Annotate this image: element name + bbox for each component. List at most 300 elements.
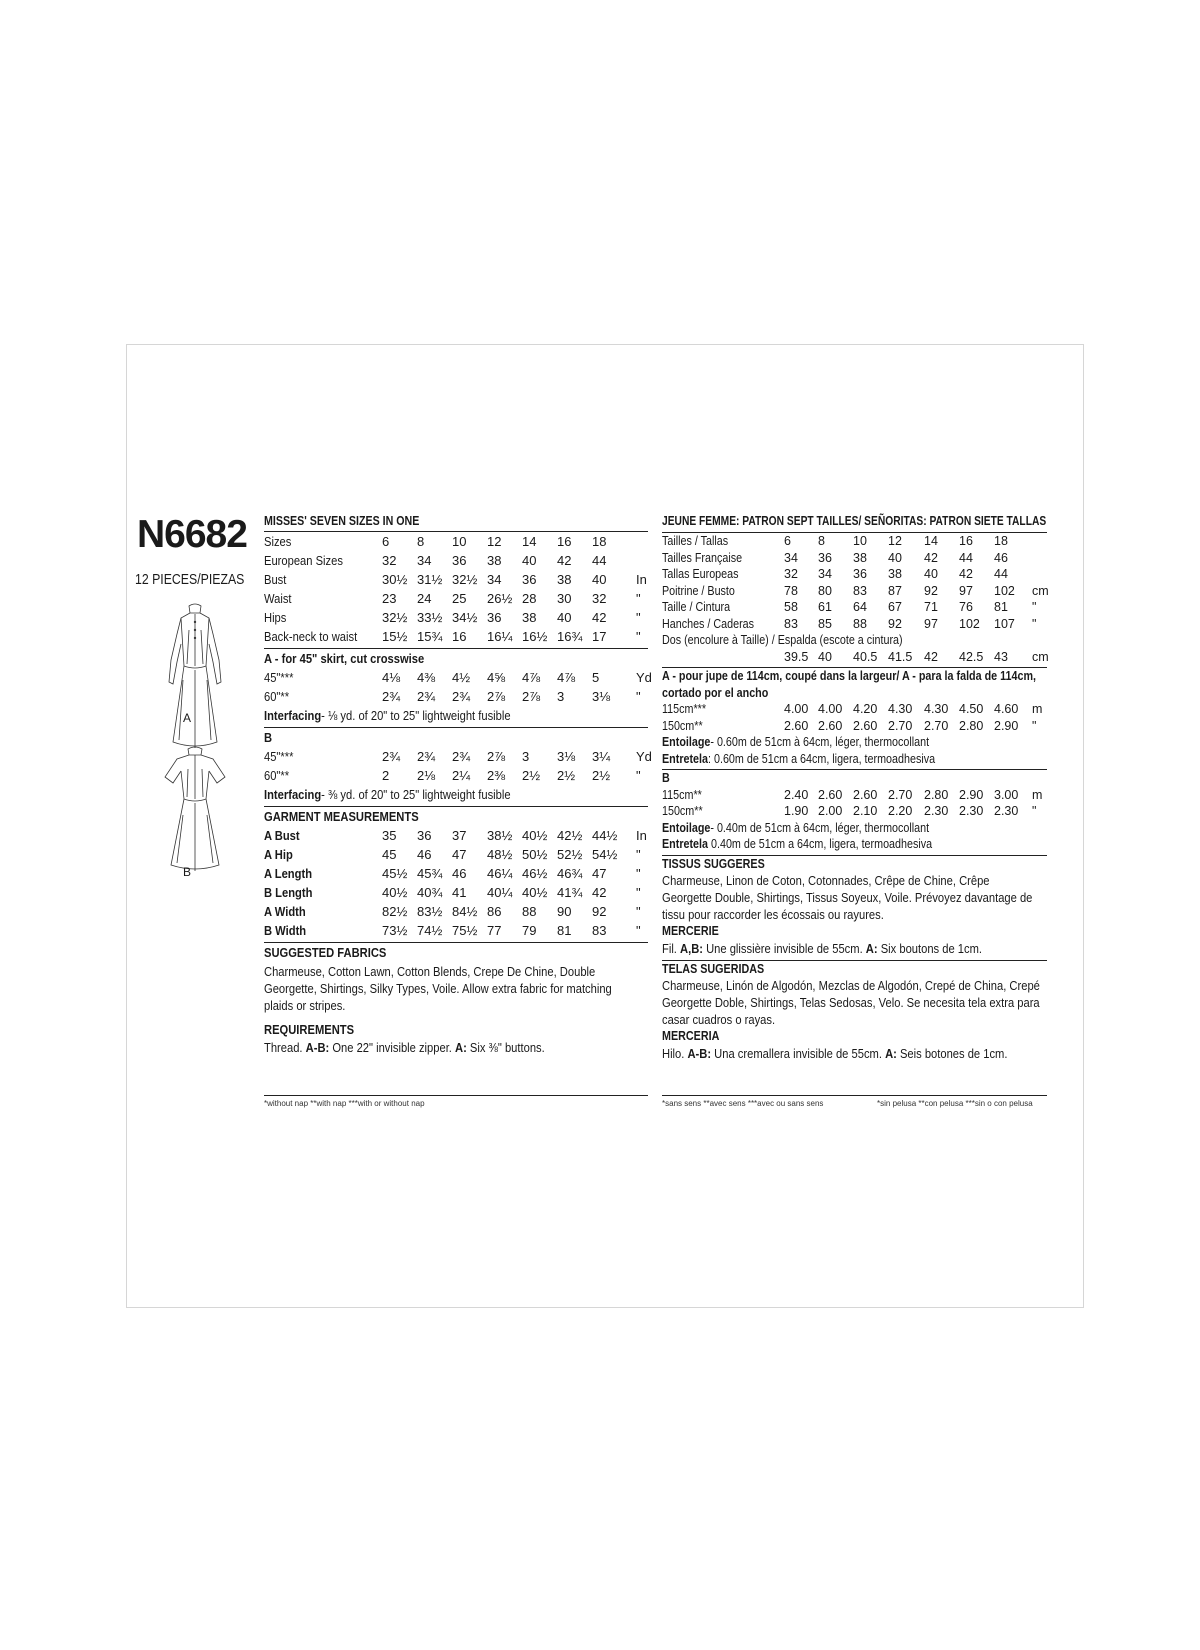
english-footnote: *without nap **with nap ***with or without nap — [264, 1095, 648, 1108]
cell-value: 92 — [888, 616, 902, 631]
cell-value: 73½ — [382, 923, 408, 938]
cell-value: 47 — [452, 847, 467, 862]
cell-value: 30½ — [382, 572, 408, 587]
cell-value: 2½ — [522, 768, 541, 783]
cell-unit: " — [636, 923, 641, 938]
cell-value: 46 — [417, 847, 432, 862]
cell-value: 2¾ — [417, 749, 436, 764]
table-row — [662, 533, 1047, 550]
cell-value: 88 — [853, 616, 867, 631]
cell-value: 36 — [452, 553, 467, 568]
cell-unit: In — [636, 572, 647, 587]
view-b-dress-icon — [157, 743, 233, 883]
table-row — [264, 668, 652, 687]
merceria-heading: MERCERIA — [662, 1029, 720, 1043]
cell-value: 4⅜ — [417, 670, 436, 685]
cell-value: 40.5 — [853, 649, 878, 664]
table-row — [264, 627, 648, 646]
foreign-view-a-heading: A - pour jupe de 114cm, coupé dans la largeur/ A - para la falda de 114cm, — [662, 667, 1047, 685]
cell-unit: " — [1032, 600, 1037, 614]
cell-value: 76 — [959, 600, 973, 614]
cell-value: 5 — [592, 670, 600, 685]
table-row — [662, 803, 1047, 820]
cell-value: 2¾ — [382, 689, 401, 704]
cell-value: 17 — [592, 629, 607, 644]
cell-value: 81 — [994, 600, 1008, 614]
cell-value: 6 — [784, 534, 791, 548]
row-label: B Width — [264, 923, 307, 938]
cell-value: 39.5 — [784, 649, 809, 664]
cell-value: 34 — [487, 572, 502, 587]
table-row — [264, 845, 648, 864]
table-row — [662, 566, 1047, 583]
cell-value: 18 — [592, 534, 607, 549]
cell-value: 78 — [784, 583, 798, 598]
cell-value: 79 — [522, 923, 537, 938]
cell-value: 16 — [557, 534, 572, 549]
row-label: 150cm** — [662, 804, 703, 818]
requirements-heading: REQUIREMENTS — [264, 1022, 355, 1037]
row-label: Taille / Cintura — [662, 600, 731, 614]
cell-value: 2¼ — [452, 768, 471, 783]
pieces-count: 12 PIECES/PIEZAS — [135, 571, 245, 588]
table-row — [662, 787, 1047, 804]
cell-value: 10 — [452, 534, 467, 549]
english-title: MISSES' SEVEN SIZES IN ONE — [264, 511, 648, 532]
cell-value: 25 — [452, 591, 467, 606]
back-length-label: Dos (encolure à Taille) / Espalda (escote a cintura) — [662, 633, 903, 647]
cell-value: 3¼ — [592, 749, 611, 764]
cell-value: 40 — [557, 610, 572, 625]
cell-value: 2.20 — [888, 804, 913, 818]
foreign-view-a-table — [662, 701, 1047, 734]
cell-value: 83 — [853, 583, 867, 598]
row-label: Tailles Française — [662, 550, 743, 565]
tissus-heading: TISSUS SUGGERES — [662, 855, 1047, 873]
row-label: B Length — [264, 885, 313, 900]
cell-value: 46¾ — [557, 866, 583, 881]
table-row — [264, 551, 648, 570]
cell-value: 6 — [382, 534, 390, 549]
cell-value: 2½ — [557, 768, 576, 783]
cell-value: 12 — [888, 534, 902, 548]
cell-value: 46 — [452, 866, 467, 881]
cell-value: 102 — [959, 616, 980, 631]
cell-value: 2.30 — [994, 804, 1019, 818]
table-row — [662, 701, 1047, 718]
cell-value: 67 — [888, 600, 902, 614]
cell-value: 18 — [994, 534, 1008, 548]
cell-value: 64 — [853, 600, 867, 614]
cell-value: 4⅝ — [487, 670, 506, 685]
row-label: Hanches / Caderas — [662, 616, 755, 631]
cell-value: 2¾ — [452, 689, 471, 704]
french-spanish-section — [662, 513, 1047, 1062]
cell-value: 83 — [592, 923, 607, 938]
cell-value: 42 — [924, 649, 938, 664]
cell-unit: " — [636, 847, 641, 862]
cell-value: 34 — [818, 567, 832, 581]
cell-value: 41¾ — [557, 885, 583, 900]
cell-value: 3.00 — [994, 787, 1019, 802]
garment-measurements-heading: GARMENT MEASUREMENTS — [264, 806, 648, 826]
cell-value: 14 — [924, 534, 938, 548]
view-a-label: A — [183, 711, 192, 725]
cell-value: 46¼ — [487, 866, 513, 881]
cell-value: 8 — [818, 534, 825, 548]
cell-value: 44 — [592, 553, 607, 568]
cell-value: 32½ — [382, 610, 408, 625]
cell-value: 82½ — [382, 904, 408, 919]
cell-value: 3 — [557, 689, 565, 704]
row-label: Back-neck to waist — [264, 629, 358, 644]
cell-value: 4½ — [452, 670, 471, 685]
cell-value: 40 — [818, 649, 832, 664]
mercerie-heading: MERCERIE — [662, 924, 719, 938]
cell-value: 46 — [994, 550, 1008, 565]
cell-value: 38 — [888, 567, 902, 581]
cell-value: 2½ — [592, 768, 611, 783]
cell-value: 4.30 — [888, 702, 913, 716]
view-b-interfacing: Interfacing- ⅜ yd. of 20" to 25" lightweight fusible — [264, 787, 511, 802]
cell-value: 92 — [592, 904, 607, 919]
tissus-text: Charmeuse, Linon de Coton, Cotonnades, Crêpe de Chine, Crêpe Georgette Double, Shirtings, Tissus Soyeux, Voile. Prévoyez davantage de tissu pour raccorder les écossais ou rayures. — [662, 873, 1033, 922]
view-b-yardage-heading: B — [264, 727, 648, 747]
foreign-view-a-entoilage: Entoilage- 0.60m de 51cm à 64cm, léger, thermocollant — [662, 735, 930, 749]
pattern-envelope-back — [126, 344, 1084, 1308]
cell-value: 71 — [924, 600, 938, 614]
cell-value: 15½ — [382, 629, 408, 644]
cell-unit: " — [636, 629, 641, 644]
cell-value: 48½ — [487, 847, 513, 862]
cell-value: 35 — [382, 828, 397, 843]
cell-value: 4.20 — [853, 702, 878, 716]
cell-value: 47 — [592, 866, 607, 881]
cell-value: 38 — [522, 610, 537, 625]
cell-value: 36 — [417, 828, 432, 843]
table-row — [264, 747, 652, 766]
foreign-size-table — [662, 533, 1047, 632]
cell-value: 40 — [924, 567, 938, 581]
view-a-interfacing: Interfacing- ⅛ yd. of 20" to 25" lightweight fusible — [264, 708, 511, 723]
cell-value: 31½ — [417, 572, 443, 587]
cell-value: 40¼ — [487, 885, 513, 900]
cell-value: 41.5 — [888, 649, 913, 664]
cell-unit: " — [636, 885, 641, 900]
cell-value: 2.80 — [924, 787, 949, 802]
cell-value: 40 — [888, 550, 902, 565]
spanish-footnote: *sin pelusa **con pelusa ***sin o con pelusa — [877, 1099, 1033, 1108]
cell-value: 42 — [924, 550, 938, 565]
cell-value: 16½ — [522, 629, 548, 644]
cell-value: 2¾ — [452, 749, 471, 764]
cell-value: 107 — [994, 616, 1015, 631]
cell-unit: " — [1032, 718, 1037, 733]
foreign-view-b-entretela: Entretela 0.40m de 51cm a 64cm, ligera, termoadhesiva — [662, 837, 933, 851]
row-label: A Bust — [264, 828, 300, 843]
view-b-yardage-table — [264, 747, 652, 785]
cell-value: 52½ — [557, 847, 583, 862]
cell-value: 97 — [924, 616, 938, 631]
row-label: Tallas Europeas — [662, 567, 739, 581]
cell-value: 16¾ — [557, 629, 583, 644]
row-label: 115cm** — [662, 787, 702, 802]
cell-value: 42 — [959, 567, 973, 581]
cell-unit: m — [1032, 787, 1043, 802]
cell-value: 36 — [522, 572, 537, 587]
cell-value: 3⅛ — [557, 749, 576, 764]
table-row — [264, 883, 648, 902]
cell-value: 41 — [452, 885, 467, 900]
back-length-values — [662, 649, 1047, 666]
cell-value: 61 — [818, 600, 832, 614]
cell-value: 3 — [522, 749, 530, 764]
view-a-yardage-heading: A - for 45" skirt, cut crosswise — [264, 648, 648, 668]
cell-value: 40½ — [522, 828, 548, 843]
cell-value: 23 — [382, 591, 397, 606]
cell-value: 102 — [994, 583, 1015, 598]
suggested-fabrics-heading: SUGGESTED FABRICS — [264, 942, 648, 962]
table-row — [662, 550, 1047, 567]
cell-value: 32 — [382, 553, 397, 568]
view-b-label: B — [183, 865, 192, 879]
row-label: 150cm** — [662, 718, 703, 733]
cell-value: 42 — [557, 553, 572, 568]
table-row — [264, 766, 648, 785]
row-label: Hips — [264, 610, 287, 625]
cell-value: 2 — [382, 768, 390, 783]
cell-value: 80 — [818, 583, 832, 598]
foreign-view-b-entoilage: Entoilage- 0.40m de 51cm à 64cm, léger, thermocollant — [662, 820, 930, 835]
row-label: Bust — [264, 572, 287, 587]
row-label: 45"*** — [264, 670, 294, 685]
cell-value: 42½ — [557, 828, 583, 843]
cell-value: 2.30 — [959, 804, 984, 818]
foreign-view-a-heading-2: cortado por el ancho — [662, 685, 769, 700]
cell-value: 2.60 — [853, 787, 878, 802]
cell-value: 30 — [557, 591, 572, 606]
cell-value: 54½ — [592, 847, 618, 862]
cell-value: 38 — [487, 553, 502, 568]
cell-unit: " — [636, 768, 641, 783]
cell-value: 77 — [487, 923, 502, 938]
table-row — [662, 649, 1047, 666]
row-label: Sizes — [264, 534, 292, 549]
cell-value: 2⅞ — [487, 689, 506, 704]
cell-unit: " — [636, 904, 641, 919]
cell-value: 2⅞ — [487, 749, 506, 764]
cell-value: 2.30 — [924, 804, 949, 818]
cell-value: 40½ — [522, 885, 548, 900]
cell-value: 84½ — [452, 904, 478, 919]
row-label: A Length — [264, 866, 313, 881]
cell-value: 44 — [994, 567, 1008, 581]
cell-value: 44 — [959, 550, 973, 565]
cell-unit: Yd — [636, 749, 652, 764]
cell-value: 40 — [522, 553, 537, 568]
cell-value: 38½ — [487, 828, 513, 843]
cell-value: 2.90 — [994, 718, 1019, 733]
cell-value: 40½ — [382, 885, 408, 900]
cell-value: 40¾ — [417, 885, 443, 900]
french-footnote: *sans sens **avec sens ***avec ou sans sens — [662, 1095, 1047, 1108]
garment-measurements-table — [264, 826, 648, 940]
cell-value: 34½ — [452, 610, 478, 625]
cell-value: 4.00 — [784, 702, 809, 716]
cell-value: 74½ — [417, 923, 443, 938]
mercerie-text: Fil. A,B: Une glissière invisible de 55cm. A: Six boutons de 1cm. — [662, 940, 983, 956]
merceria-text: Hilo. A-B: Una cremallera invisible de 55cm. A: Seis botones de 1cm. — [662, 1045, 1008, 1061]
english-size-table — [264, 532, 648, 646]
cell-value: 86 — [487, 904, 502, 919]
cell-value: 46½ — [522, 866, 548, 881]
cell-unit: cm — [1032, 583, 1049, 598]
table-row — [264, 921, 648, 940]
table-row — [662, 599, 1047, 616]
cell-value: 2.70 — [888, 787, 913, 802]
cell-value: 14 — [522, 534, 537, 549]
row-label: 45"*** — [264, 749, 294, 764]
cell-value: 4.60 — [994, 702, 1019, 716]
row-label: 60"** — [264, 689, 290, 704]
cell-unit: " — [1032, 616, 1037, 631]
cell-value: 16 — [452, 629, 467, 644]
row-label: A Hip — [264, 847, 293, 862]
cell-value: 2.00 — [818, 804, 843, 818]
view-a-yardage-table — [264, 668, 652, 706]
table-row — [264, 570, 648, 589]
cell-value: 4.50 — [959, 702, 984, 716]
cell-value: 43 — [994, 649, 1008, 664]
row-label: Waist — [264, 591, 292, 606]
telas-text: Charmeuse, Linón de Algodón, Mezclas de Algodón, Crepé de China, Crepé Georgette Doble, Shirtings, Telas Sedosas, Velo. Se necesita tela extra para casar cuadros o rayas. — [662, 978, 1040, 1027]
cell-value: 24 — [417, 591, 432, 606]
cell-value: 2.10 — [853, 804, 878, 818]
cell-value: 1.90 — [784, 804, 809, 818]
table-row — [264, 589, 648, 608]
cell-value: 42.5 — [959, 649, 984, 664]
cell-value: 45 — [382, 847, 397, 862]
row-label: 115cm*** — [662, 702, 707, 716]
pattern-number: N6682 — [137, 513, 247, 556]
cell-unit: In — [636, 828, 647, 843]
cell-value: 8 — [417, 534, 425, 549]
cell-unit: " — [636, 866, 641, 881]
cell-value: 4.30 — [924, 702, 949, 716]
cell-value: 83 — [784, 616, 798, 631]
foreign-view-b-heading: B — [662, 769, 1047, 787]
cell-value: 2.60 — [853, 718, 878, 733]
cell-value: 45½ — [382, 866, 408, 881]
cell-value: 44½ — [592, 828, 618, 843]
cell-value: 34 — [417, 553, 432, 568]
table-row — [662, 718, 1047, 735]
cell-value: 2.40 — [784, 787, 809, 802]
cell-unit: m — [1032, 702, 1043, 716]
row-label: A Width — [264, 904, 306, 919]
cell-value: 58 — [784, 600, 798, 614]
cell-value: 2¾ — [382, 749, 401, 764]
cell-value: 42 — [592, 610, 607, 625]
cell-value: 10 — [853, 534, 867, 548]
cell-value: 92 — [924, 583, 938, 598]
cell-value: 90 — [557, 904, 572, 919]
cell-value: 36 — [818, 550, 832, 565]
cell-value: 4.00 — [818, 702, 843, 716]
cell-value: 75½ — [452, 923, 478, 938]
table-row — [264, 532, 648, 551]
cell-value: 36 — [853, 567, 867, 581]
cell-unit: " — [636, 591, 641, 606]
english-section — [264, 511, 652, 1056]
cell-value: 36 — [487, 610, 502, 625]
cell-value: 40 — [592, 572, 607, 587]
cell-value: 32 — [592, 591, 607, 606]
cell-value: 15¾ — [417, 629, 443, 644]
cell-value: 2.60 — [784, 718, 809, 733]
cell-unit: " — [636, 689, 641, 704]
row-label: Poitrine / Busto — [662, 583, 735, 598]
cell-value: 38 — [557, 572, 572, 587]
cell-value: 16 — [959, 534, 973, 548]
cell-value: 2⅞ — [522, 689, 541, 704]
cell-value: 2⅛ — [417, 768, 436, 783]
cell-value: 45¾ — [417, 866, 443, 881]
cell-value: 38 — [853, 550, 867, 565]
cell-unit: Yd — [636, 670, 652, 685]
requirements-text: Thread. A-B: One 22" invisible zipper. A: Six ⅜" buttons. — [264, 1040, 545, 1055]
cell-value: 83½ — [417, 904, 443, 919]
cell-value: 2.60 — [818, 718, 843, 733]
cell-value: 32 — [784, 567, 798, 581]
cell-value: 87 — [888, 583, 902, 598]
cell-value: 88 — [522, 904, 537, 919]
cell-value: 4⅛ — [382, 670, 401, 685]
row-label: European Sizes — [264, 553, 343, 568]
row-label: 60"** — [264, 768, 290, 783]
foreign-title: JEUNE FEMME: PATRON SEPT TAILLES/ SEÑORITAS: PATRON SIETE TALLAS — [662, 513, 1047, 533]
cell-value: 12 — [487, 534, 502, 549]
cell-value: 2.70 — [924, 718, 949, 733]
cell-value: 2.90 — [959, 787, 984, 802]
table-row — [662, 616, 1047, 633]
cell-value: 2.80 — [959, 718, 984, 733]
table-row — [264, 826, 648, 845]
cell-value: 4⅞ — [557, 670, 576, 685]
cell-unit: " — [636, 610, 641, 625]
table-row — [662, 583, 1047, 600]
cell-unit: cm — [1032, 649, 1049, 664]
foreign-view-b-table — [662, 787, 1047, 820]
cell-value: 26½ — [487, 591, 513, 606]
row-label: Tailles / Tallas — [662, 534, 729, 548]
cell-unit: " — [1032, 804, 1037, 818]
cell-value: 16¼ — [487, 629, 513, 644]
cell-value: 2.60 — [818, 787, 843, 802]
table-row — [264, 687, 648, 706]
cell-value: 32½ — [452, 572, 478, 587]
cell-value: 4⅞ — [522, 670, 541, 685]
table-row — [264, 608, 648, 627]
table-row — [264, 902, 648, 921]
table-row — [264, 864, 648, 883]
cell-value: 97 — [959, 583, 973, 598]
cell-value: 2¾ — [417, 689, 436, 704]
cell-value: 2.70 — [888, 718, 913, 733]
view-a-dress-icon — [159, 600, 231, 762]
suggested-fabrics-text: Charmeuse, Cotton Lawn, Cotton Blends, Crepe De Chine, Double Georgette, Shirtings, Silky Types, Voile. Allow extra fabric for matching plaids or stripes. — [264, 964, 612, 1013]
cell-value: 81 — [557, 923, 572, 938]
